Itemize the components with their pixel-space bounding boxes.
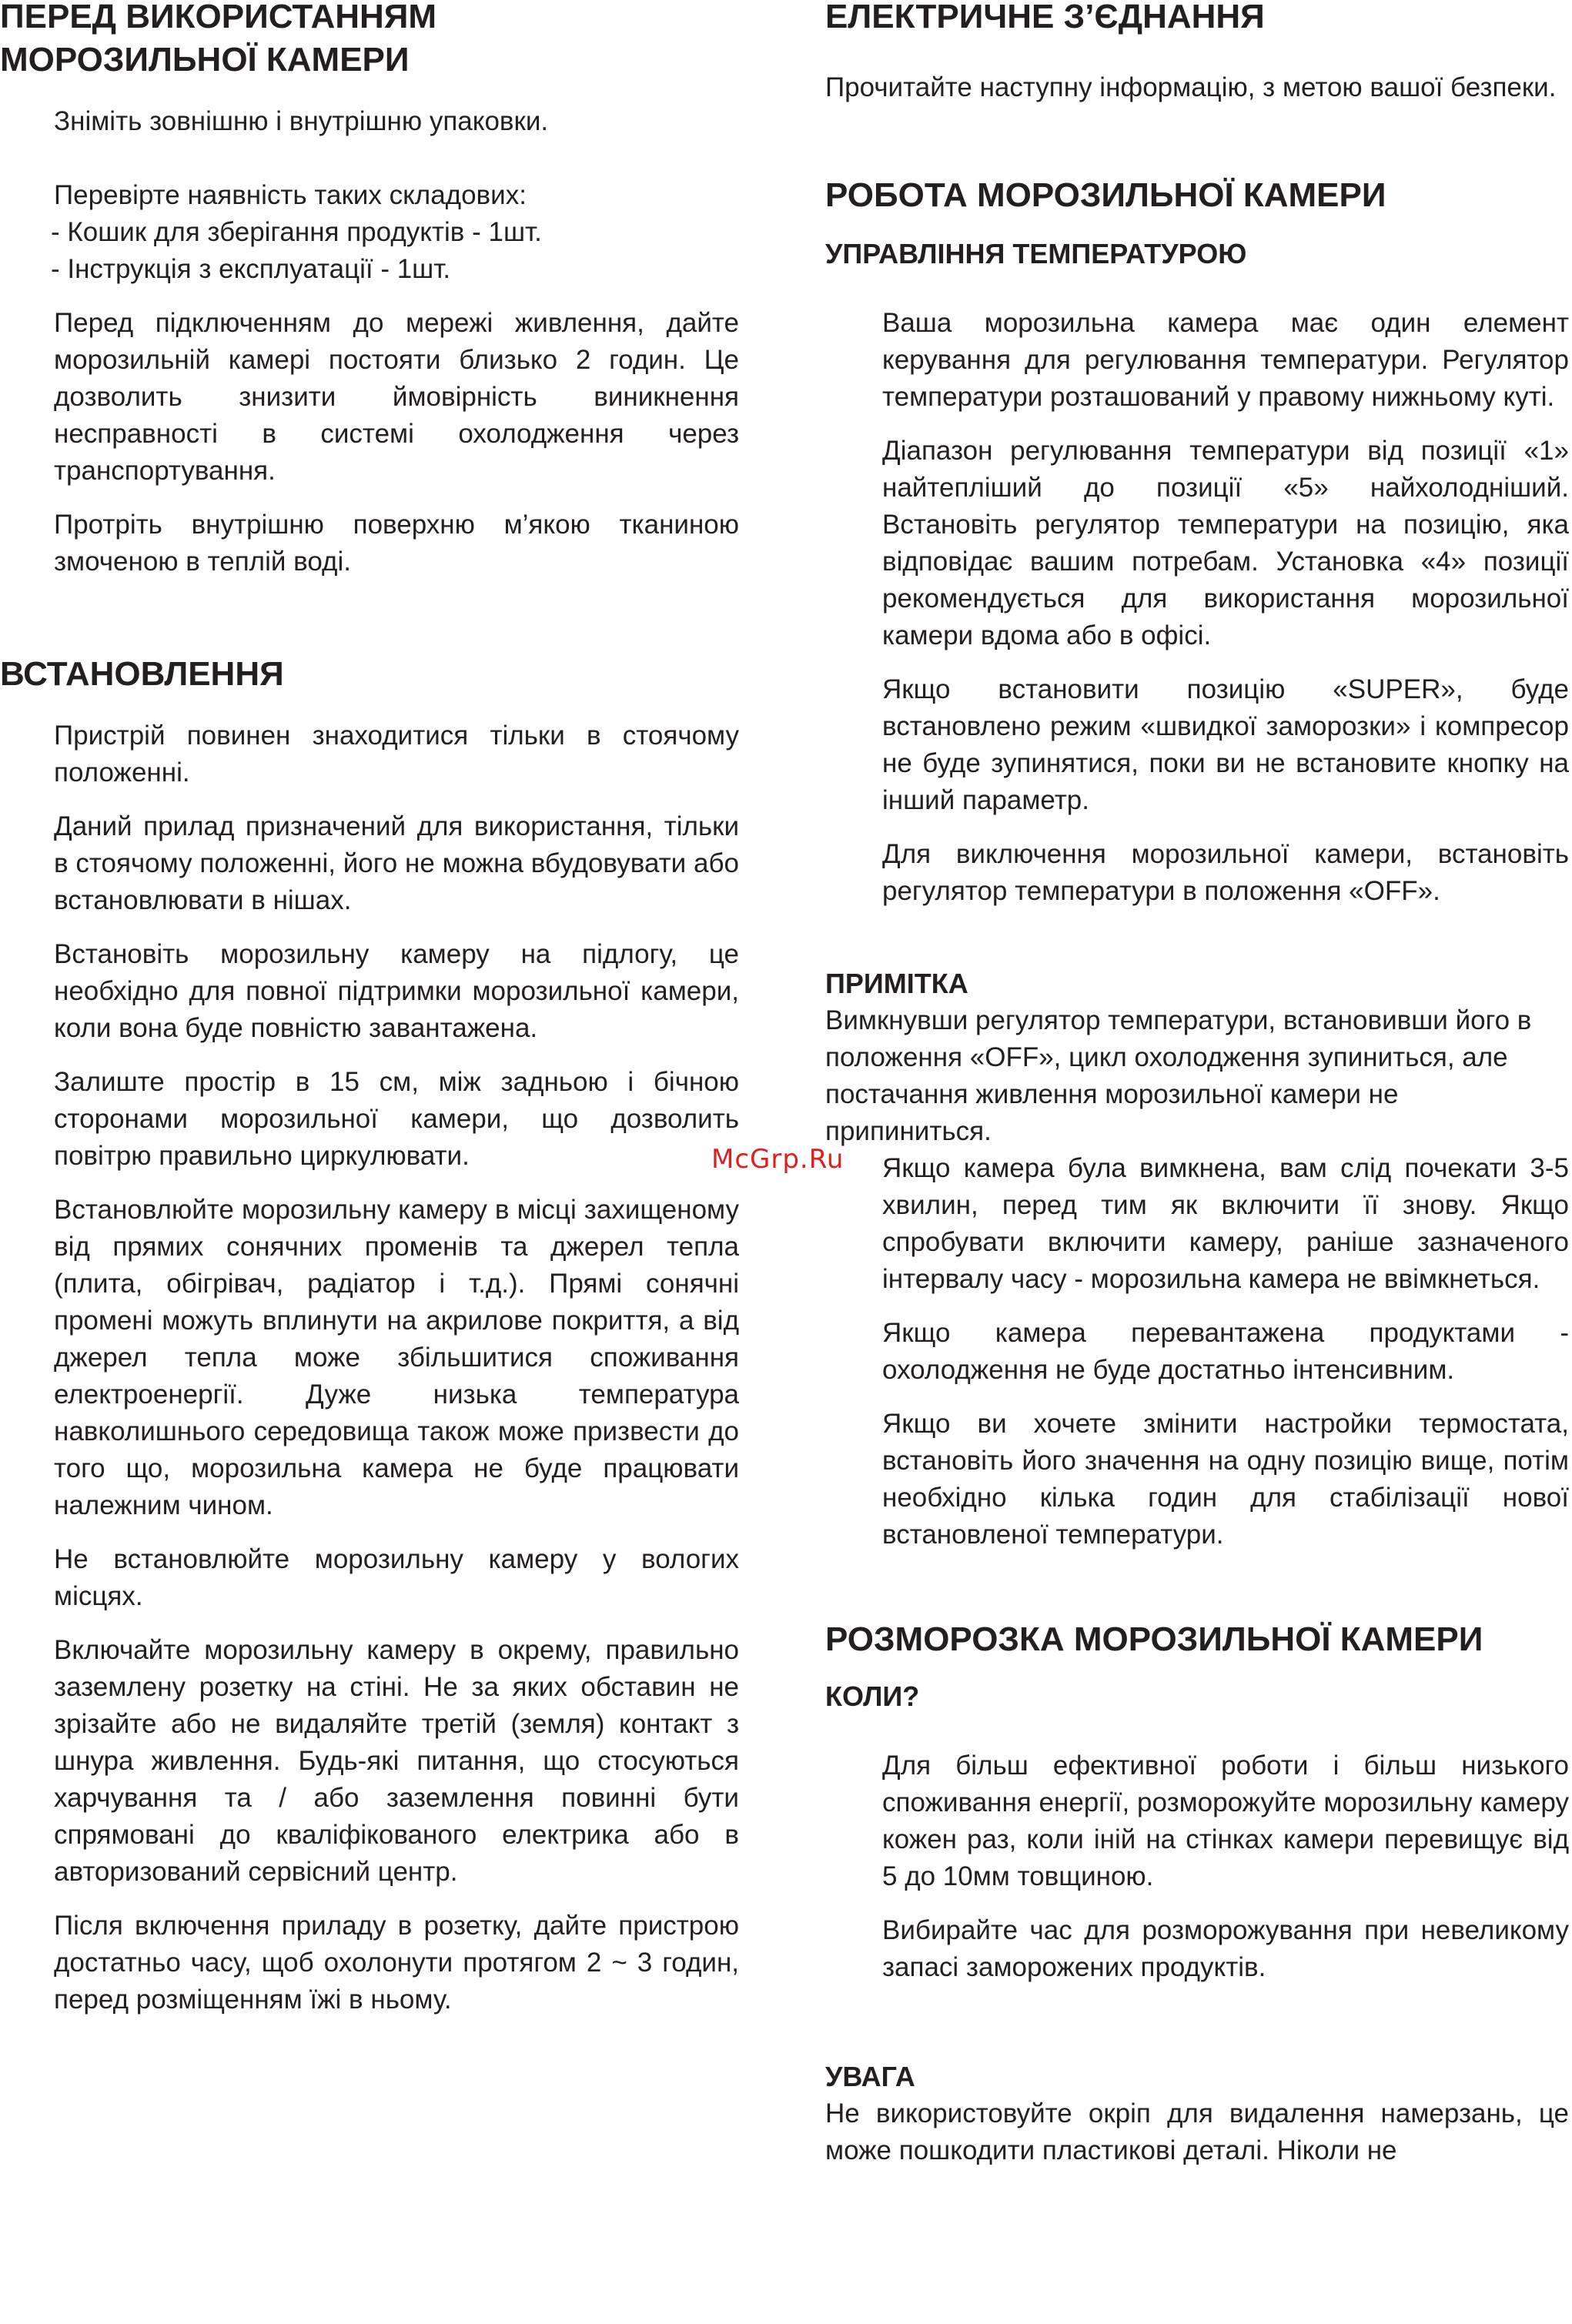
electric-title: ЕЛЕКТРИЧНЕ З’ЄДНАННЯ [825, 0, 1265, 35]
check-intro-text: Перевірте наявність таких складових: [54, 180, 527, 210]
check-item-manual: - Інструкція з експлуатації - 1шт. [51, 254, 451, 284]
before-use-title-line1: ПЕРЕД ВИКОРИСТАННЯМ [0, 0, 437, 35]
install-p4: Залиште простір в 15 см, між задньою і бічною сторонами морозильної камери, що дозволить повітрю правильно циркулювати. [54, 1067, 739, 1171]
warning-p1: Не використовуйте окріп для видалення намерзань, це може пошкодити пластикові деталі. Ніколи не [825, 2098, 1569, 2165]
unpack-text: Зніміть зовнішню і внутрішню упаковки. [54, 106, 549, 136]
defrost-title: РОЗМОРОЗКА МОРОЗИЛЬНОЇ КАМЕРИ [825, 1620, 1483, 1658]
install-p2: Даний прилад призначений для використання, тільки в стоячому положенні, його не можна вбудовувати або встановлювати в нішах. [54, 811, 739, 915]
operation-p3: Якщо встановити позицію «SUPER», буде встановлено режим «швидкої заморозки» і компресор не буде зупинятися, поки ви не встановите кнопку на інший параметр. [882, 674, 1569, 815]
operation-p4: Для виключення морозильної камери, встановіть регулятор температури в положення «OFF». [882, 839, 1569, 906]
install-p6: Не встановлюйте морозильну камеру у вологих місцях. [54, 1544, 739, 1611]
before-connect-text: Перед підключенням до мережі живлення, дайте морозильній камері постояти близько 2 годин. Це дозволить знизити ймовірність виникнення несправності в системі охолодження через транспортування. [54, 308, 739, 486]
note-p4: Якщо ви хочете змінити настройки термостата, встановіть його значення на одну позицію вище, потім необхідно кілька годин для стабілізації нової встановленої температури. [882, 1409, 1569, 1550]
defrost-p1: Для більш ефективної роботи і більш низького споживання енергії, розморожуйте морозильну камеру кожен раз, коли іній на стінках камери перевищує від 5 до 10мм товщиною. [882, 1751, 1569, 1891]
install-p1: Пристрій повинен знаходитися тільки в стоячому положенні. [54, 721, 739, 787]
check-item-basket: - Кошик для зберігання продуктів - 1шт. [51, 217, 542, 247]
operation-p1: Ваша морозильна камера має один елемент керування для регулювання температури. Регулятор температури розташований у правому нижньому куті. [882, 308, 1569, 412]
installation-title: ВСТАНОВЛЕННЯ [0, 655, 284, 693]
warning-title: УВАГА [825, 2061, 915, 2092]
note-p2: Якщо камера була вимкнена, вам слід почекати 3-5 хвилин, перед тим як включити її знову. Якщо спробувати включити камеру, раніше зазначеного інтервалу часу - морозильна камера не ввімкнеться. [882, 1153, 1569, 1294]
wipe-text: Протріть внутрішню поверхню м’якою тканиною змоченою в теплій воді. [54, 510, 739, 577]
install-p7: Включайте морозильну камеру в окрему, правильно заземлену розетку на стіні. Не за яких обставин не зрізайте або не видаляйте третій (земля) контакт з шнура живлення. Будь-які питання, що стосуються харчування та / або заземлення повинні бути спрямовані до кваліфікованого електрика або в авторизований сервісний центр. [54, 1635, 739, 1887]
defrost-p2: Вибирайте час для розморожування при невеликому запасі заморожених продуктів. [882, 1915, 1569, 1982]
right-column [825, 0, 1569, 2169]
install-p5: Встановлюйте морозильну камеру в місці захищеному від прямих сонячних променів та джерел тепла (плита, обігрівач, радіатор і т.д.). Прямі сонячні промені можуть вплинути на акрилове покриття, а від джерел тепла може збільшитися споживання електроенергії. Дуже низька температура навколишнього середовища також може призвести до того що, морозильна камера не буде працювати належним чином. [54, 1195, 739, 1520]
note-p3: Якщо камера перевантажена продуктами - охолодження не буде достатньо інтенсивним. [882, 1318, 1569, 1385]
operation-title: РОБОТА МОРОЗИЛЬНОЇ КАМЕРИ [825, 176, 1386, 214]
left-column [0, 0, 739, 2018]
temperature-control-subtitle: УПРАВЛІННЯ ТЕМПЕРАТУРОЮ [825, 238, 1247, 269]
defrost-when-title: КОЛИ? [825, 1680, 920, 1712]
watermark-text: McGrp.Ru [711, 1144, 845, 1175]
note-title: ПРИМІТКА [825, 968, 968, 999]
install-p3: Встановіть морозильну камеру на підлогу, це необхідно для повної підтримки морозильної камери, коли вона буде повністю завантажена. [54, 939, 739, 1043]
before-use-title-line2: МОРОЗИЛЬНОЇ КАМЕРИ [0, 41, 410, 79]
note-p1: Вимкнувши регулятор температури, встановивши його в положення «OFF», цикл охолодження зупиниться, але постачання живлення морозильної камери не припиниться. [825, 1005, 1532, 1146]
operation-p2: Діапазон регулювання температури від позиції «1» найтепліший до позиції «5» найхолодніший. Встановіть регулятор температури на позицію, яка відповідає вашим потребам. Установка «4» позиції рекомендується для використання морозильної камери вдома або в офісі. [882, 436, 1569, 650]
electric-p1: Прочитайте наступну інформацію, з метою вашої безпеки. [825, 72, 1557, 102]
install-p8: Після включення приладу в розетку, дайте пристрою достатньо часу, щоб охолонути протягом 2 ~ 3 годин, перед розміщенням їжі в ньому. [54, 1911, 739, 2015]
